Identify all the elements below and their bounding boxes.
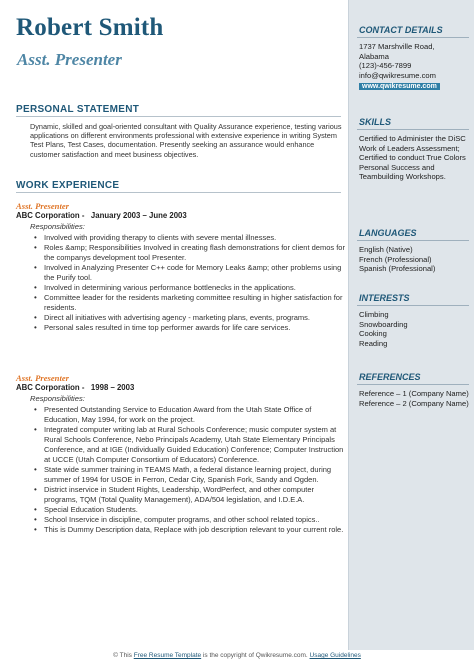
phone-number: (123)-456-7899 [359, 61, 412, 71]
list-item: • Committee leader for the residents marketing committee resulting in higher satisfaction for residents. [44, 293, 346, 313]
responsibilities-list [16, 405, 346, 535]
list-item: • Direct all initiatives with advertising agency - marketing plans, events, programs. [44, 313, 346, 323]
divider [357, 240, 469, 241]
sidebar [348, 0, 474, 650]
references-heading: REFERENCES [359, 372, 421, 382]
list-item: • Special Education Students. [44, 505, 346, 515]
job-title: Asst. Presenter [16, 373, 69, 383]
list-item: Climbing [359, 310, 389, 319]
list-item: • Involved with providing therapy to clients with severe mental illnesses. [44, 233, 346, 243]
responsibilities-list [16, 233, 346, 333]
interests-heading: INTERESTS [359, 293, 410, 303]
list-item: Reference – 1 (Company Name) [359, 389, 469, 398]
references-list [359, 389, 471, 408]
interests-list [359, 310, 471, 348]
footer [0, 652, 474, 659]
address-line-1: 1737 Marshville Road, [359, 42, 435, 51]
job-entry-1 [16, 201, 346, 333]
job-title: Asst. Presenter [16, 201, 69, 211]
list-item: • District inservice in Student Rights, Leadership, WordPerfect, and other computer programs, TQM (Total Quality Management), ADA/504 legislation, and I.D.E.A. [44, 485, 346, 505]
contact-details [359, 42, 471, 92]
list-item: Spanish (Professional) [359, 264, 436, 274]
website-link[interactable]: www.qwikresume.com [359, 83, 440, 90]
personal-statement-text: Dynamic, skilled and goal-oriented consultant with Quality Assurance experience, testing various applications on different environments professional with extensive experience in writing System Test Plans, Test Cases, documentation. Presently seeking an assurance would enhance customer satisfaction and meet business objectives. [30, 122, 342, 159]
skills-heading: SKILLS [359, 117, 392, 127]
list-item: • This is Dummy Description data, Replace with job description relevant to your current role. [44, 525, 346, 535]
list-item: • State wide summer training in TEAMS Math, a federal distance learning project, during summer of 1994 for USOE in Ferron, Cedar City, Spanish Fork, Sandy and Ogden. [44, 465, 346, 485]
work-experience-heading: WORK EXPERIENCE [16, 180, 120, 191]
list-item: • Presented Outstanding Service to Education Award from the Utah State Office of Education, May 1994, for work on the project. [44, 405, 346, 425]
personal-statement-heading: PERSONAL STATEMENT [16, 104, 140, 115]
list-item: • School Inservice in discipline, computer programs, and other school related topics.. [44, 515, 346, 525]
list-item: Reference – 2 (Company Name) [359, 398, 469, 408]
list-item: Snowboarding [359, 319, 408, 329]
divider [357, 37, 469, 38]
list-item: • Integrated computer writing lab at Rural Schools Conference; music computer system at Rural Schools Conference, Nebo Principals Academy, Utah State Elementary Principals Conference, and at IGE (Individually Guided Education) Conference; Computer Instruction at UCCE (Utah Computer Consortium of Educators) Conference. [44, 425, 346, 465]
divider [16, 116, 341, 117]
job-company-dates: ABC Corporation - 1998 – 2003 [16, 383, 135, 392]
list-item: Reading [359, 338, 388, 348]
responsibilities-label: Responsibilities: [30, 394, 85, 403]
list-item: • Involved in determining various performance bottlenecks in the applications. [44, 283, 346, 293]
list-item: • Involved in Analyzing Presenter C++ code for Memory Leaks &amp; other problems using the Purify tool. [44, 263, 346, 283]
contact-heading: CONTACT DETAILS [359, 25, 443, 35]
languages-list [359, 245, 471, 274]
footer-prefix: © This [113, 652, 134, 659]
languages-heading: LANGUAGES [359, 228, 417, 238]
divider [357, 305, 469, 306]
job-company-dates: ABC Corporation - January 2003 – June 2003 [16, 211, 187, 220]
list-item: French (Professional) [359, 254, 432, 264]
email-address[interactable]: info@qwikresume.com [359, 70, 436, 80]
candidate-title: Asst. Presenter [17, 50, 122, 69]
divider [16, 192, 341, 193]
list-item: • Personal sales resulted in time top performer awards for life care services. [44, 323, 346, 333]
usage-guidelines-link[interactable]: Usage Guidelines [309, 652, 361, 659]
address-line-2: Alabama [359, 51, 389, 61]
list-item: English (Native) [359, 245, 413, 254]
responsibilities-label: Responsibilities: [30, 222, 85, 231]
job-entry-2 [16, 373, 346, 535]
candidate-name: Robert Smith [16, 14, 164, 41]
list-item: Cooking [359, 329, 387, 339]
skills-text: Certified to Administer the DiSC Work of Leaders Assessment; Certified to conduct True Colors Personal Success and Teambuilding Workshops. [359, 134, 466, 182]
free-resume-template-link[interactable]: Free Resume Template [133, 652, 202, 659]
divider [357, 129, 469, 130]
list-item: • Roles &amp; Responsibilities Involved in creating flash demonstrations for client demos for the companys development tool Presenter. [44, 243, 346, 263]
divider [357, 384, 469, 385]
footer-middle: is the copyright of Qwikresume.com. [201, 652, 310, 659]
